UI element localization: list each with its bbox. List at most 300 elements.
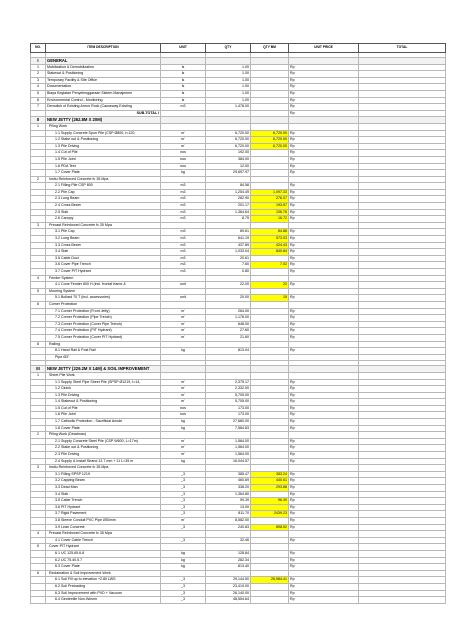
description-cell: Railing xyxy=(46,341,161,348)
total-cell xyxy=(359,104,446,111)
qty-cell: 173.00 xyxy=(206,412,251,419)
table-row xyxy=(31,189,446,196)
qty-bm-cell xyxy=(251,570,289,577)
no-cell: 5 xyxy=(31,288,46,295)
description-cell: Environmental Control - Monitoring xyxy=(46,97,161,104)
qty-bm-cell xyxy=(251,222,289,229)
table-row xyxy=(31,438,446,445)
qty-bm-cell xyxy=(251,504,289,511)
description-cell: 1.1 Supply Steel Pipe Sheet Pile (SPSP Ø1219, t=14, xyxy=(46,379,161,386)
description-cell: 3.2 Capping Beam xyxy=(46,478,161,485)
table-row xyxy=(31,275,446,282)
description-cell: 5.1 Bollard 70 T (incl. accessories) xyxy=(46,295,161,302)
table-row xyxy=(31,104,446,111)
unit-cell: m' xyxy=(161,334,206,341)
no-cell xyxy=(31,597,46,604)
unit-price-cell: Rp xyxy=(289,156,359,163)
qty-cell: 16,044.57 xyxy=(206,458,251,465)
table-row xyxy=(31,176,446,183)
unit-cell: m' xyxy=(161,452,206,459)
total-cell xyxy=(359,399,446,406)
table-row xyxy=(31,511,446,518)
qty-bm-cell xyxy=(251,123,289,130)
unit-price-cell xyxy=(289,123,359,130)
table-row xyxy=(31,71,446,78)
description-cell: 1.6 Pile Joint xyxy=(46,412,161,419)
qty-cell xyxy=(206,341,251,348)
qty-cell: 13.00 xyxy=(206,504,251,511)
table-row xyxy=(31,570,446,577)
description-cell: 2.4 Supply & Install Strand 12.7 mm + 11 L=35 m xyxy=(46,458,161,465)
no-cell: 5 xyxy=(31,544,46,551)
qty-bm-cell: 15 xyxy=(251,295,289,302)
qty-cell: 12.00 xyxy=(206,163,251,170)
total-cell xyxy=(359,189,446,196)
total-cell xyxy=(359,386,446,393)
unit-cell: m' xyxy=(161,143,206,150)
qty-cell: 1.00 xyxy=(206,64,251,71)
no-cell xyxy=(31,379,46,386)
qty-cell: 282.90 xyxy=(206,196,251,203)
unit-cell: m3 xyxy=(161,255,206,262)
unit-price-cell: Rp xyxy=(289,84,359,91)
qty-bm-cell: 16.72 xyxy=(251,216,289,223)
qty-cell xyxy=(206,354,251,361)
unit-price-cell: Rp xyxy=(289,328,359,335)
unit-cell: _3 xyxy=(161,485,206,492)
qty-cell: 1,254.49 xyxy=(206,189,251,196)
no-cell xyxy=(31,236,46,243)
qty-cell xyxy=(206,58,251,65)
qty-bm-cell xyxy=(251,419,289,426)
qty-bm-cell xyxy=(251,537,289,544)
unit-price-cell: Rp xyxy=(289,242,359,249)
qty-cell: 6,720.00 xyxy=(206,143,251,150)
unit-cell: nos xyxy=(161,150,206,157)
qty-bm-cell xyxy=(251,334,289,341)
description-cell: 3.9 Lean Concrete xyxy=(46,524,161,531)
unit-cell xyxy=(161,288,206,295)
no-cell: 1 xyxy=(31,123,46,130)
unit-price-cell: Rp xyxy=(289,97,359,104)
qty-cell: 813.04 xyxy=(206,348,251,355)
unit-price-cell: Rp xyxy=(289,386,359,393)
total-cell xyxy=(359,97,446,104)
description-cell: 3.3 Cross Beam xyxy=(46,242,161,249)
total-cell xyxy=(359,209,446,216)
table-row xyxy=(31,156,446,163)
unit-price-cell: Rp xyxy=(289,425,359,432)
header-qty: QTY xyxy=(206,44,251,53)
qty-bm-cell xyxy=(251,399,289,406)
unit-price-cell: Rp xyxy=(289,189,359,196)
table-row xyxy=(31,170,446,177)
total-cell xyxy=(359,445,446,452)
qty-bm-cell: 6,720.00 xyxy=(251,143,289,150)
description-cell: 6.1 Soil Fill up to elevation +2.80 LWS xyxy=(46,577,161,584)
table-row xyxy=(31,557,446,564)
unit-cell: m3 xyxy=(161,236,206,243)
description-cell: 1.5 Cut of Pile xyxy=(46,405,161,412)
unit-cell xyxy=(161,570,206,577)
unit-price-cell: Rp xyxy=(289,412,359,419)
description-cell: SUB-TOTAL I xyxy=(46,110,161,117)
description-cell: 3.7 Rigid Pavement xyxy=(46,511,161,518)
unit-cell: kg xyxy=(161,348,206,355)
unit-cell: _3 xyxy=(161,524,206,531)
total-cell xyxy=(359,432,446,439)
no-cell xyxy=(31,491,46,498)
table-row xyxy=(31,372,446,379)
total-cell xyxy=(359,452,446,459)
unit-price-cell: Rp xyxy=(289,77,359,84)
table-row xyxy=(31,269,446,276)
qty-bm-cell: 383.24 xyxy=(251,471,289,478)
qty-bm-cell: 20 xyxy=(251,282,289,289)
no-cell xyxy=(31,392,46,399)
no-cell xyxy=(31,196,46,203)
qty-bm-cell xyxy=(251,372,289,379)
description-cell: 1.2 Stake out & Positioning xyxy=(46,137,161,144)
no-cell: 2 xyxy=(31,432,46,439)
total-cell xyxy=(359,438,446,445)
total-cell xyxy=(359,372,446,379)
description-cell: Reclamation & Soil Improvement Work xyxy=(46,570,161,577)
no-cell xyxy=(31,209,46,216)
table-row xyxy=(31,531,446,538)
table-row xyxy=(31,295,446,302)
unit-cell xyxy=(161,354,206,361)
qty-bm-cell xyxy=(251,170,289,177)
qty-bm-cell xyxy=(251,564,289,571)
no-cell xyxy=(31,537,46,544)
unit-cell: nos xyxy=(161,405,206,412)
no-cell: 4 xyxy=(31,275,46,282)
description-cell: 2.2 Pile Cap xyxy=(46,189,161,196)
unit-price-cell: Rp xyxy=(289,517,359,524)
unit-price-cell xyxy=(289,432,359,439)
unit-price-cell xyxy=(289,58,359,65)
unit-price-cell: Rp xyxy=(289,315,359,322)
unit-price-cell: Rp xyxy=(289,504,359,511)
qty-cell: 8.75 xyxy=(206,216,251,223)
description-cell: 3.8 Sleeve Conduit PVC Pipe Ø50mm xyxy=(46,517,161,524)
qty-cell: 173.00 xyxy=(206,405,251,412)
qty-bm-cell xyxy=(251,275,289,282)
unit-price-cell: Rp xyxy=(289,564,359,571)
qty-cell xyxy=(206,432,251,439)
qty-bm-cell xyxy=(251,110,289,117)
qty-bm-cell: 26,984.41 xyxy=(251,577,289,584)
no-cell xyxy=(31,216,46,223)
unit-cell: kg xyxy=(161,419,206,426)
description-cell: 7.3 Corner Protection (Cover Pipe Trench) xyxy=(46,321,161,328)
no-cell xyxy=(31,203,46,210)
qty-cell: 26,140.00 xyxy=(206,590,251,597)
table-row xyxy=(31,196,446,203)
qty-bm-cell xyxy=(251,432,289,439)
qty-cell: 20.61 xyxy=(206,255,251,262)
no-cell xyxy=(31,485,46,492)
description-cell: Fender System xyxy=(46,275,161,282)
qty-cell: 813.40 xyxy=(206,564,251,571)
qty-cell: 648.00 xyxy=(206,321,251,328)
total-cell xyxy=(359,288,446,295)
section-row xyxy=(31,366,446,373)
description-cell: 2.6 Canopy xyxy=(46,216,161,223)
qty-cell: 29,144.50 xyxy=(206,577,251,584)
qty-cell: 1,564.00 xyxy=(206,445,251,452)
no-cell xyxy=(31,412,46,419)
no-cell xyxy=(31,229,46,236)
unit-price-cell: Rp xyxy=(289,104,359,111)
description-cell: 7.5 Corner Protection (Cover PIT Hydrant) xyxy=(46,334,161,341)
qty-bm-cell xyxy=(251,156,289,163)
description-cell: Insitu Reinforced Concrete fc 35 Mpa xyxy=(46,176,161,183)
unit-price-cell: Rp xyxy=(289,170,359,177)
unit-cell: m' xyxy=(161,328,206,335)
unit-price-cell: Rp xyxy=(289,452,359,459)
table-row xyxy=(31,229,446,236)
unit-price-cell xyxy=(289,301,359,308)
no-cell xyxy=(31,425,46,432)
total-cell xyxy=(359,222,446,229)
qty-cell: 1,033.04 xyxy=(206,249,251,256)
unit-price-cell: Rp xyxy=(289,590,359,597)
total-cell xyxy=(359,269,446,276)
total-cell xyxy=(359,550,446,557)
total-cell xyxy=(359,366,446,373)
table-row xyxy=(31,163,446,170)
qty-cell: 7,564.83 xyxy=(206,425,251,432)
unit-price-cell xyxy=(289,366,359,373)
unit-price-cell xyxy=(289,465,359,472)
unit-cell: _3 xyxy=(161,583,206,590)
total-cell xyxy=(359,524,446,531)
table-row xyxy=(31,143,446,150)
qty-cell: 20.00 xyxy=(206,295,251,302)
total-cell xyxy=(359,163,446,170)
unit-cell: unit xyxy=(161,282,206,289)
header-total: TOTAL xyxy=(359,44,446,53)
description-cell: 1.7 Cover Plate xyxy=(46,170,161,177)
qty-cell: 1,176.00 xyxy=(206,315,251,322)
description-cell: NEW JETTY (229.2M X 14M) & SOIL IMPROVEMENT xyxy=(46,366,161,373)
description-cell: 1.6 PDA Test xyxy=(46,163,161,170)
no-cell xyxy=(31,386,46,393)
header-unit-price: UNIT PRICE xyxy=(289,44,359,53)
unit-cell: _3 xyxy=(161,478,206,485)
unit-price-cell: Rp xyxy=(289,550,359,557)
qty-cell: 48,554.64 xyxy=(206,597,251,604)
unit-cell: m' xyxy=(161,399,206,406)
qty-bm-cell xyxy=(251,379,289,386)
unit-cell: kg xyxy=(161,458,206,465)
qty-cell: 384.00 xyxy=(206,156,251,163)
unit-cell: nos xyxy=(161,163,206,170)
qty-bm-cell xyxy=(251,150,289,157)
description-cell: Piling Work xyxy=(46,123,161,130)
total-cell xyxy=(359,301,446,308)
qty-bm-cell xyxy=(251,348,289,355)
table-row xyxy=(31,242,446,249)
unit-cell: ls xyxy=(161,64,206,71)
table-row xyxy=(31,392,446,399)
qty-bm-cell xyxy=(251,557,289,564)
no-cell xyxy=(31,471,46,478)
header-unit: UNIT xyxy=(161,44,206,53)
qty-cell: 1.00 xyxy=(206,77,251,84)
unit-cell: ls xyxy=(161,90,206,97)
qty-cell xyxy=(206,222,251,229)
total-cell xyxy=(359,282,446,289)
qty-cell: 1.00 xyxy=(206,97,251,104)
table-row xyxy=(31,498,446,505)
total-cell xyxy=(359,137,446,144)
no-cell: 2 xyxy=(31,71,46,78)
unit-price-cell: Rp xyxy=(289,597,359,604)
description-cell: 6.4 Geotextile Non-Woven xyxy=(46,597,161,604)
unit-price-cell: Rp xyxy=(289,583,359,590)
qty-cell: 29,697.97 xyxy=(206,170,251,177)
table-row xyxy=(31,222,446,229)
unit-price-cell: Rp xyxy=(289,445,359,452)
bill-of-quantities-table xyxy=(30,43,446,604)
unit-cell xyxy=(161,366,206,373)
total-cell xyxy=(359,183,446,190)
qty-cell: 1,364.64 xyxy=(206,209,251,216)
table-row xyxy=(31,97,446,104)
qty-bm-cell xyxy=(251,176,289,183)
table-row xyxy=(31,386,446,393)
unit-price-cell: Rp xyxy=(289,282,359,289)
table-row xyxy=(31,315,446,322)
unit-cell: m' xyxy=(161,445,206,452)
table-row xyxy=(31,478,446,485)
no-cell xyxy=(31,348,46,355)
total-cell xyxy=(359,143,446,150)
no-cell xyxy=(31,308,46,315)
no-cell xyxy=(31,354,46,361)
description-cell: Insitu Reinforced Concrete fc 35 Mpa xyxy=(46,465,161,472)
qty-bm-cell: 276.07 xyxy=(251,196,289,203)
description-cell: 1.4 Cut of Pile xyxy=(46,150,161,157)
unit-cell: _3 xyxy=(161,577,206,584)
qty-bm-cell xyxy=(251,301,289,308)
unit-price-cell: Rp xyxy=(289,216,359,223)
qty-bm-cell xyxy=(251,438,289,445)
no-cell xyxy=(31,321,46,328)
table-row xyxy=(31,471,446,478)
no-cell xyxy=(31,511,46,518)
no-cell xyxy=(31,130,46,137)
qty-cell xyxy=(206,275,251,282)
table-row xyxy=(31,485,446,492)
qty-cell xyxy=(206,465,251,472)
no-cell xyxy=(31,295,46,302)
description-cell: 2.4 Cross Beam xyxy=(46,203,161,210)
qty-bm-cell xyxy=(251,590,289,597)
qty-bm-cell: 7.02 xyxy=(251,262,289,269)
qty-cell xyxy=(206,372,251,379)
qty-bm-cell: 440.61 xyxy=(251,478,289,485)
unit-price-cell xyxy=(289,341,359,348)
description-cell: 1.5 Pile Joint xyxy=(46,156,161,163)
table-row xyxy=(31,130,446,137)
total-cell xyxy=(359,478,446,485)
no-cell xyxy=(31,498,46,505)
description-cell: 6.2 UC 75.40.5.7 xyxy=(46,557,161,564)
total-cell xyxy=(359,321,446,328)
unit-price-cell: Rp xyxy=(289,110,359,117)
qty-bm-cell xyxy=(251,465,289,472)
description-cell: Precast Reinforced Concrete fc 35 Mpa xyxy=(46,222,161,229)
qty-bm-cell xyxy=(251,425,289,432)
qty-cell: 0.80 xyxy=(206,269,251,276)
unit-price-cell: Rp xyxy=(289,438,359,445)
no-cell xyxy=(31,564,46,571)
no-cell xyxy=(31,255,46,262)
qty-bm-cell: 573.03 xyxy=(251,236,289,243)
table-row xyxy=(31,216,446,223)
no-cell xyxy=(31,517,46,524)
unit-price-cell: Rp xyxy=(289,229,359,236)
unit-price-cell: Rp xyxy=(289,269,359,276)
description-cell: 3.2 Long Beam xyxy=(46,236,161,243)
table-row xyxy=(31,262,446,269)
no-cell xyxy=(31,478,46,485)
table-row xyxy=(31,236,446,243)
qty-bm-cell xyxy=(251,392,289,399)
total-cell xyxy=(359,328,446,335)
qty-cell: 7.60 xyxy=(206,262,251,269)
qty-bm-cell xyxy=(251,71,289,78)
table-row xyxy=(31,90,446,97)
table-row xyxy=(31,203,446,210)
unit-cell xyxy=(161,110,206,117)
table-row xyxy=(31,321,446,328)
table-row xyxy=(31,282,446,289)
qty-bm-cell xyxy=(251,321,289,328)
unit-cell: kg xyxy=(161,550,206,557)
table-row xyxy=(31,504,446,511)
table-row xyxy=(31,564,446,571)
qty-cell xyxy=(206,301,251,308)
unit-price-cell: Rp xyxy=(289,485,359,492)
no-cell xyxy=(31,183,46,190)
qty-cell: 8,582.00 xyxy=(206,517,251,524)
no-cell xyxy=(31,334,46,341)
no-cell: 2 xyxy=(31,176,46,183)
qty-bm-cell xyxy=(251,97,289,104)
unit-cell: m3 xyxy=(161,229,206,236)
unit-cell: m' xyxy=(161,438,206,445)
qty-cell: 89.61 xyxy=(206,229,251,236)
qty-cell: 385.47 xyxy=(206,471,251,478)
unit-cell: nos xyxy=(161,156,206,163)
description-cell: Sheet Pile Work xyxy=(46,372,161,379)
unit-cell: ls xyxy=(161,84,206,91)
unit-cell: m3 xyxy=(161,203,206,210)
qty-bm-cell: 1,097.33 xyxy=(251,189,289,196)
unit-cell xyxy=(161,372,206,379)
table-row xyxy=(31,491,446,498)
unit-price-cell: Rp xyxy=(289,90,359,97)
qty-cell: 6,720.00 xyxy=(206,130,251,137)
no-cell xyxy=(31,249,46,256)
table-row xyxy=(31,458,446,465)
description-cell: Piling Work (Deadman) xyxy=(46,432,161,439)
